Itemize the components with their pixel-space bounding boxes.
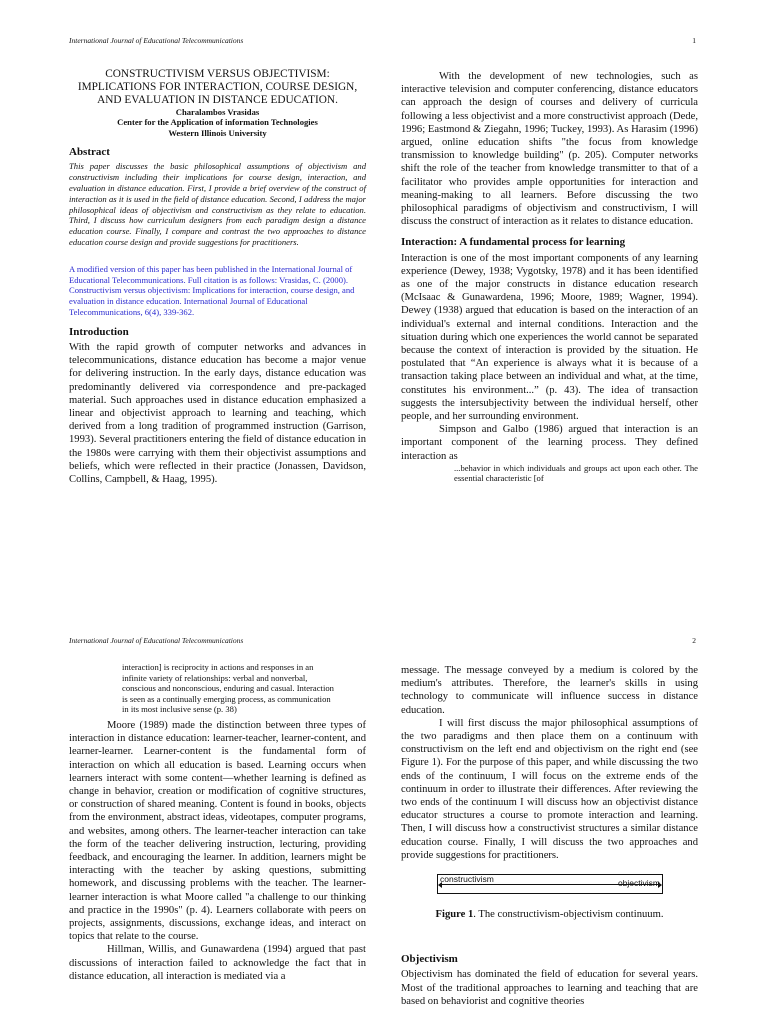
figure-caption-label: Figure 1 [435, 909, 474, 921]
right-column [401, 664, 698, 1008]
objectivism-heading: Objectivism [401, 953, 458, 966]
figure-caption [401, 908, 698, 921]
introduction-text: With the rapid growth of computer networks and advances in telecommunications, distance education has become a major venue for delivering instruction. In the early days, distance education was predominantly delivered via correspondence and pre-packaged material. Such approaches used in distance education emphasized a linear and objectivist approach to learning and teaching, which derived from a long tradition of programmed instruction (Garrison, 1993). Several practitioners entering the field of distance education in the 1980s were carrying with them their objectivist assumptions and beliefs, which were reflected in their practice (Jonassen, Davidson, Collins, Campbell, & Haag, 1995). [69, 341, 366, 486]
technology-paragraph: With the development of new technologies, such as interactive television and computer conferencing, distance educators can approach the design of courses and delivery of curricula following a less objectivist and a more constructivist approach (Dede, 1996; Eastmond & Ziegahn, 1996; Tuckey, 1993). As Harasim (1996) argued, online education shifts "the focus from knowledge transmission to knowledge building" (p. 205). Computer networks shift the role of the teacher from knowledge transmitter to that of a facilitator who provides ample opportunities for interaction and meaning-making to all learners. Before discussing the two philosophical paradigms of objectivism and constructivism, I will discuss the construct of interaction as it relates to distance education. [401, 71, 698, 228]
figure-label-objectivism: objectivism [617, 878, 660, 889]
message-paragraph: message. The message conveyed by a medium is colored by the medium's attributes. Therefore, the learner's skills in using technology to communicate will influence success in distance education. [401, 665, 698, 716]
page-number: 1 [692, 36, 696, 45]
block-quote: interaction] is reciprocity in actions and responses in an infinite variety of relationships: verbal and nonverbal, conscious and nonconscious, enduring and casual. Interaction is seen as a continually emerging process, as communication in its most inclusive sense (p. 38) [122, 662, 334, 715]
simpson-paragraph: Simpson and Galbo (1986) argued that interaction is an important component of the learning process. They defined interaction as [401, 424, 698, 462]
title-line: CONSTRUCTIVISM VERSUS OBJECTIVISM: [105, 68, 330, 80]
author-university: Western Illinois University [168, 127, 267, 138]
introduction-heading: Introduction [69, 325, 129, 338]
interaction-heading: Interaction: A fundamental process for learning [401, 236, 626, 249]
publication-note[interactable]: A modified version of this paper has been published in the International Journal of Educational Telecommunications. Full citation is as follows: Vrasidas, C. (2000). Constructivism versus objectivism: Implications for interaction, course design, and evaluation in distance education. International Journal of Educational Telecommunications, 6(4), 339-362. [69, 263, 355, 317]
title-line: IMPLICATIONS FOR INTERACTION, COURSE DESIGN, [77, 81, 358, 93]
abstract-text: This paper discusses the basic philosophical assumptions of objectivism and constructivism including their implications for course design, interaction, and evaluation in distance education. First, I provide a brief overview of the construct of interaction as it is used in the field of distance education. Second, I address the major philosophical ideas of objectivism and constructivism as they relate to education. Third, I discuss how curriculum designers from each paradigm design a distance education course. Finally, I compare and contrast the two approaches to distance education course design and provide suggestions for practitioners. [69, 161, 366, 247]
block-quote: ...behavior in which individuals and groups act upon each other. The essential characteristic [of [454, 462, 698, 484]
continuum-paragraph: I will first discuss the major philosophical assumptions of the two paradigms and then place them on a continuum with constructivism on the left end and objectivism on the right end (see Figure 1). For the purpose of this paper, and while discussing the two ends of the continuum, I will focus on the extreme ends of the continuum in order to illustrate their differences. After reviewing the two ends of the continuum I will discuss how an objectivist distance educator structures a course to promote interaction and learning. Then, I will discuss how a constructivist structures a similar distance education course. Finally, I will discuss the two approaches and provide suggestions for practitioners. [401, 717, 698, 861]
continuum-figure [437, 874, 663, 894]
author-affiliation: Center for the Application of information Technologies [117, 117, 318, 128]
running-head: International Journal of Educational Telecommunications [69, 36, 244, 45]
page-number: 2 [692, 636, 696, 645]
left-column [69, 68, 366, 486]
running-head: International Journal of Educational Telecommunications [69, 636, 244, 645]
figure-label-constructivism: constructivism [440, 874, 494, 885]
author-name: Charalambos Vrasidas [175, 107, 260, 117]
objectivism-paragraph: Objectivism has dominated the field of education for several years. Most of the traditional approaches to learning and teaching that are based on behaviorist and cognitive theories [401, 969, 698, 1007]
abstract-heading: Abstract [69, 146, 110, 159]
paper-title [69, 68, 366, 107]
left-column [69, 662, 366, 983]
figure-caption-text: . The constructivism-objectivism continuum. [473, 909, 664, 921]
title-line: AND EVALUATION IN DISTANCE EDUCATION. [97, 94, 338, 106]
right-column [401, 70, 698, 484]
page-2 [0, 600, 768, 1024]
moore-paragraph: Moore (1989) made the distinction between three types of interaction in distance education: learner-teacher, learner-content, and learner-learner. Learner-content is the fundamental form of interaction on which all education is based. Learning occurs when learners interact with some content—whether learning is defined as change in behavior, creation or modification of cognitive structures, or construction of shared meaning. Content is found in books, objects from the environment, abstract ideas, videotapes, computer programs, and websites, among others. The learner-teacher interaction can take the form of the teacher delivering instruction, lecturing, providing feedback, and encouraging the learner. In addition, learners might be interacting with the teacher by asking questions, submitting homework, and discussing problems with the teacher. The learner-learner interaction is what Moore called "a challenge to our thinking and practice in the 1990s" (p. 4). Learners collaborate with peers on projects, assignments, discussions, exchange ideas, and interact on topics that relate to the course. [69, 719, 366, 943]
author-block [69, 107, 366, 138]
interaction-paragraph: Interaction is one of the most important components of any learning experience (Dewey, 1938; Vygotsky, 1978) and it has been identified as one of the major constructs in distance education research (McIsaac & Gunawardena, 1996; Moore, 1989; Wagner, 1994). Dewey (1938) argued that education is based on the interaction of an individual's external and internal conditions. Interaction and the situation during which one experiences the world cannot be separated because the context of interaction is provided by the situation. He postulated that “An experience is always what it is because of a transaction taking place between an individual and what, at the time, constitutes his environment...” (p. 43). The idea of transaction suggests the intersubjectivity between the individual herself, other people, and her surrounding environment. [401, 252, 698, 423]
hillman-paragraph: Hillman, Willis, and Gunawardena (1994) argued that past discussions of interaction failed to acknowledge the fact that in distance education, all interaction is mediated via a [69, 944, 366, 982]
